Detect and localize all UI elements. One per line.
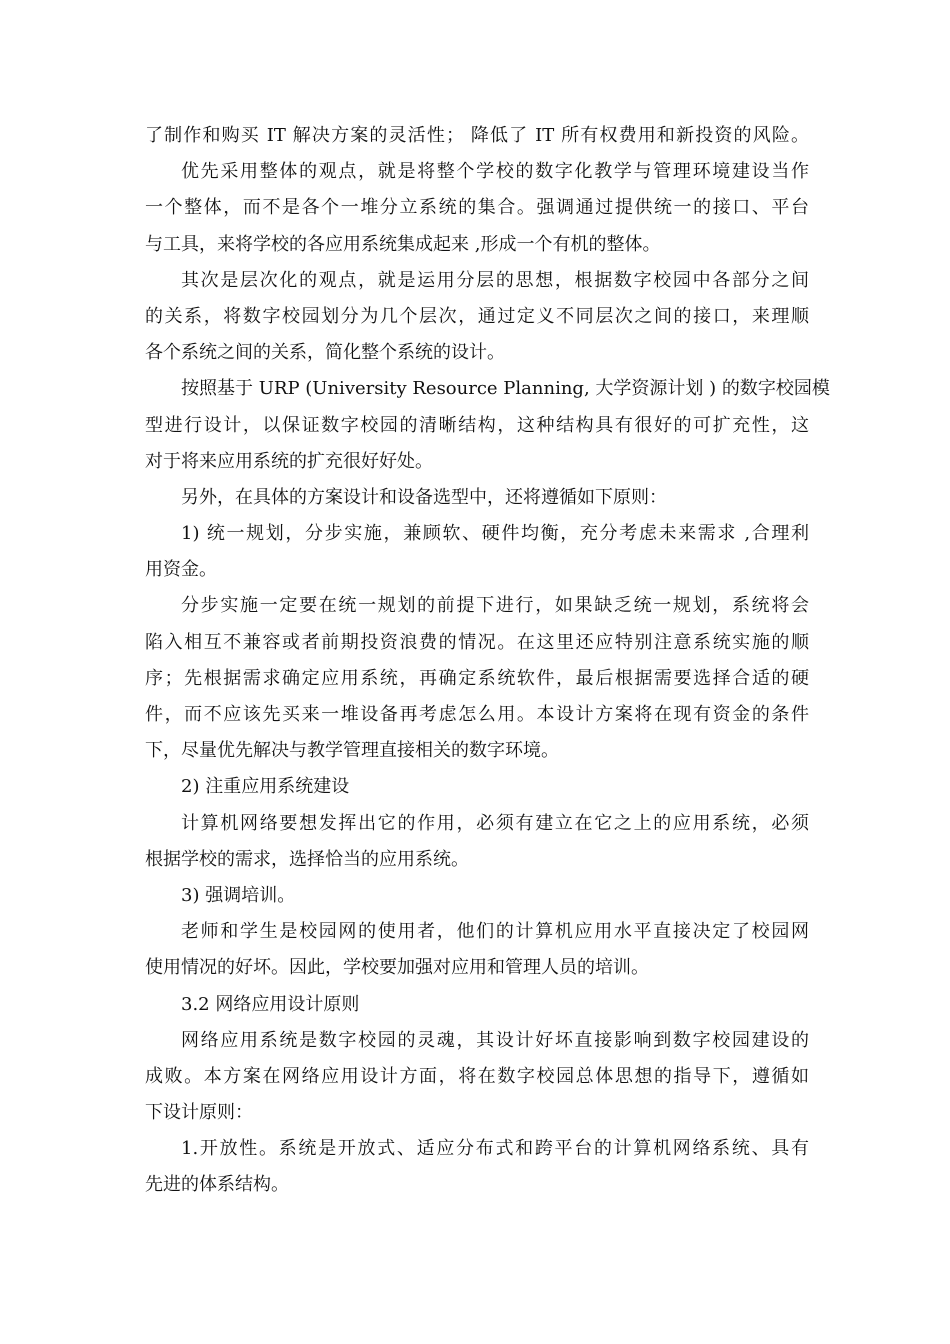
text-line: 另外，在具体的方案设计和设备选型中，还将遵循如下原则： xyxy=(181,486,667,508)
text-line: 型进行设计，以保证数字校园的清晰结构，这种结构具有很好的可扩充性，这 xyxy=(145,414,809,436)
text-line: 分步实施一定要在统一规划的前提下进行，如果缺乏统一规划，系统将会 xyxy=(181,595,809,617)
text-line: 使用情况的好坏。因此，学校要加强对应用和管理人员的培训。 xyxy=(145,957,649,979)
text-line: 1) 统一规划，分步实施，兼顾软、硬件均衡，充分考虑未来需求 ,合理利 xyxy=(181,523,809,545)
section-heading: 3.2 网络应用设计原则 xyxy=(181,993,360,1015)
text-line: 优先采用整体的观点，就是将整个学校的数字化教学与管理环境建设当作 xyxy=(181,161,809,183)
text-line: 老师和学生是校园网的使用者，他们的计算机应用水平直接决定了校园网 xyxy=(181,921,809,943)
text-line: 下设计原则： xyxy=(145,1102,253,1124)
text-line: 根据学校的需求，选择恰当的应用系统。 xyxy=(145,848,469,870)
text-line: 其次是层次化的观点，就是运用分层的思想，根据数字校园中各部分之间 xyxy=(181,269,809,291)
text-line: 各个系统之间的关系，简化整个系统的设计。 xyxy=(145,342,505,364)
text-line: 2) 注重应用系统建设 xyxy=(181,776,350,798)
text-line: 序；先根据需求确定应用系统，再确定系统软件，最后根据需要选择合适的硬 xyxy=(145,667,809,689)
text-line: 件，而不应该先买来一堆设备再考虑怎么用。本设计方案将在现有资金的条件 xyxy=(145,704,809,725)
text-line: 按照基于 URP (University Resource Planning, 大学资源计划 ) 的数字校园模 xyxy=(181,378,830,400)
text-line: 1.开放性。系统是开放式、适应分布式和跨平台的计算机网络系统、具有 xyxy=(181,1138,809,1160)
text-line: 一个整体，而不是各个一堆分立系统的集合。强调通过提供统一的接口、平台 xyxy=(145,197,809,219)
text-line: 与工具，来将学校的各应用系统集成起来 ,形成一个有机的整体。 xyxy=(145,233,661,255)
text-line: 3) 强调培训。 xyxy=(181,884,296,906)
text-line: 对于将来应用系统的扩充很好好处。 xyxy=(145,450,433,472)
document-body xyxy=(145,118,830,1204)
text-line: 的关系，将数字校园划分为几个层次，通过定义不同层次之间的接口，来理顺 xyxy=(145,305,809,327)
text-line: 先进的体系结构。 xyxy=(145,1174,289,1196)
text-line: 了制作和购买 IT 解决方案的灵活性； 降低了 IT 所有权费用和新投资的风险。 xyxy=(145,125,809,146)
text-line: 用资金。 xyxy=(145,559,217,581)
text-line: 计算机网络要想发挥出它的作用，必须有建立在它之上的应用系统，必须 xyxy=(181,812,809,834)
text-line: 下，尽量优先解决与教学管理直接相关的数字环境。 xyxy=(145,740,559,762)
text-line: 网络应用系统是数字校园的灵魂，其设计好坏直接影响到数字校园建设的 xyxy=(181,1029,809,1051)
text-line: 陷入相互不兼容或者前期投资浪费的情况。在这里还应特别注意系统实施的顺 xyxy=(145,631,809,653)
text-line: 成败。本方案在网络应用设计方面，将在数字校园总体思想的指导下，遵循如 xyxy=(145,1065,809,1087)
